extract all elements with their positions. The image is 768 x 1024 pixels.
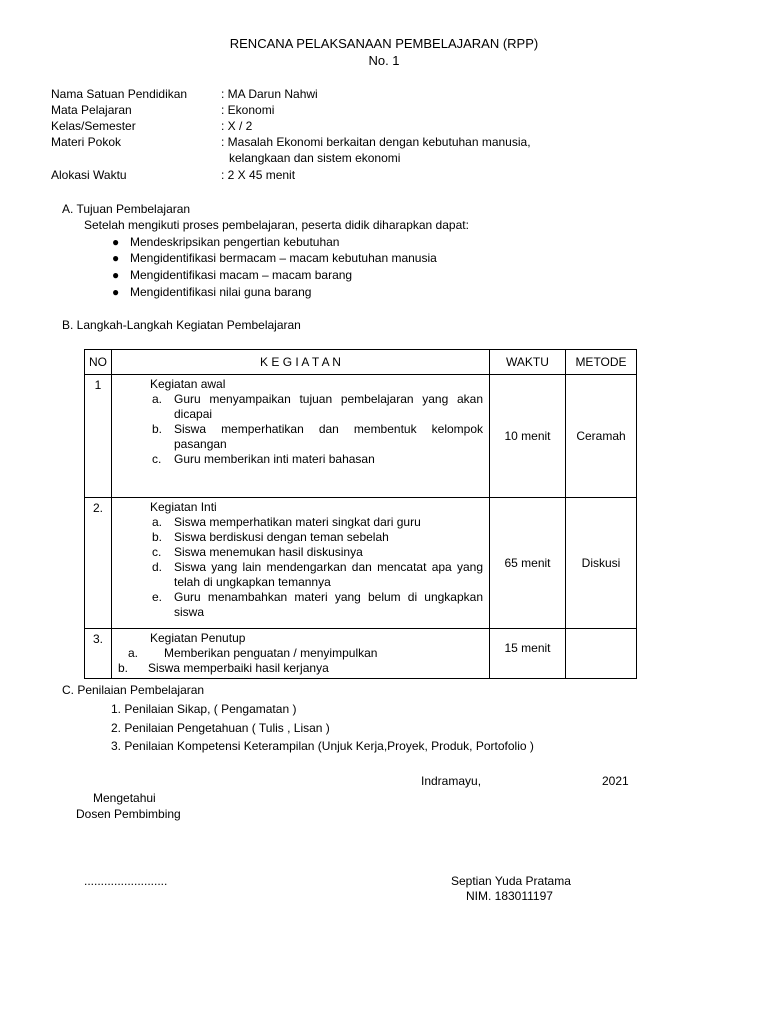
row-number: 3. <box>85 629 112 679</box>
method-cell: Ceramah <box>566 375 637 498</box>
bullet-icon: ● <box>112 235 120 249</box>
bullet-icon: ● <box>112 285 120 299</box>
activity-step: a. Siswa memperhatikan materi singkat dari guru <box>152 515 421 529</box>
objective-item: ● Mendeskripsikan pengertian kebutuhan <box>112 235 340 249</box>
identity-label: Nama Satuan Pendidikan <box>51 87 188 101</box>
bullet-icon: ● <box>112 251 120 265</box>
activity-title: Kegiatan awal <box>150 377 226 391</box>
supervisor-signature-line: ......................... <box>84 874 168 888</box>
identity-value: kelangkaan dan sistem ekonomi <box>229 151 401 165</box>
document-title: RENCANA PELAKSANAAN PEMBELAJARAN (RPP) <box>229 36 539 51</box>
table-row <box>85 498 637 629</box>
objective-item: ● Mengidentifikasi nilai guna barang <box>112 285 312 299</box>
signature-year: 2021 <box>602 774 629 788</box>
assessment-item: 2. Penilaian Pengetahuan ( Tulis , Lisan ) <box>111 721 330 735</box>
header-kegiatan: K E G I A T A N <box>112 350 490 375</box>
bullet-icon: ● <box>112 268 120 282</box>
activity-table <box>84 349 637 679</box>
document-number: No. 1 <box>368 53 400 68</box>
section-c-heading: C. Penilaian Pembelajaran <box>62 683 205 697</box>
activity-cell <box>112 629 490 679</box>
identity-label: Mata Pelajaran <box>51 103 132 117</box>
section-a-intro: Setelah mengikuti proses pembelajaran, peserta didik diharapkan dapat: <box>84 218 469 232</box>
activity-cell <box>112 375 490 498</box>
identity-value: : MA Darun Nahwi <box>221 87 318 101</box>
section-a-heading: A. Tujuan Pembelajaran <box>62 202 191 216</box>
identity-label: Kelas/Semester <box>51 119 136 133</box>
identity-label: Materi Pokok <box>51 135 122 149</box>
table-row <box>85 629 637 679</box>
table-row <box>85 375 637 498</box>
duration-cell: 10 menit <box>490 375 566 498</box>
objective-item: ● Mengidentifikasi bermacam – macam kebutuhan manusia <box>112 251 437 265</box>
author-nim: NIM. 183011197 <box>466 889 553 903</box>
activity-step: a. Memberikan penguatan / menyimpulkan <box>128 646 378 660</box>
objective-item: ● Mengidentifikasi macam – macam barang <box>112 268 353 282</box>
row-number: 1 <box>85 375 112 498</box>
activity-step: b. Siswa memperhatikan dan membentuk kelompok pasangan <box>152 422 483 451</box>
activity-step: b. Siswa berdiskusi dengan teman sebelah <box>152 530 389 544</box>
activity-step: e. Guru menambahkan materi yang belum di ungkapkan siswa <box>152 590 483 619</box>
header-metode: METODE <box>566 350 637 375</box>
activity-step: c. Guru memberikan inti materi bahasan <box>152 452 375 466</box>
identity-value: : 2 X 45 menit <box>221 168 296 182</box>
activity-step: a. Guru menyampaikan tujuan pembelajaran yang akan dicapai <box>152 392 483 421</box>
identity-value: : Ekonomi <box>221 103 275 117</box>
header-no: NO <box>85 350 112 375</box>
header-waktu: WAKTU <box>490 350 566 375</box>
section-b-heading: B. Langkah-Langkah Kegiatan Pembelajaran <box>62 318 301 332</box>
author-name: Septian Yuda Pratama <box>451 874 571 888</box>
supervisor-label: Dosen Pembimbing <box>76 807 181 821</box>
identity-value: : Masalah Ekonomi berkaitan dengan kebutuhan manusia, <box>221 135 531 149</box>
row-number: 2. <box>85 498 112 629</box>
activity-title: Kegiatan Penutup <box>150 631 246 645</box>
duration-cell: 65 menit <box>490 498 566 629</box>
activity-step: b. Siswa memperbaiki hasil kerjanya <box>118 661 329 675</box>
duration-cell: 15 menit <box>490 629 566 679</box>
identity-label: Alokasi Waktu <box>51 168 127 182</box>
activity-step: c. Siswa menemukan hasil diskusinya <box>152 545 363 559</box>
signature-place: Indramayu, <box>421 774 482 788</box>
activity-title: Kegiatan Inti <box>150 500 217 514</box>
table-header-row <box>85 350 637 375</box>
activity-cell <box>112 498 490 629</box>
method-cell: Diskusi <box>566 498 637 629</box>
identity-value: : X / 2 <box>221 119 253 133</box>
acknowledged-label: Mengetahui <box>93 791 156 805</box>
activity-step: d. Siswa yang lain mendengarkan dan mencatat apa yang telah di ungkapkan temannya <box>152 560 483 589</box>
assessment-item: 3. Penilaian Kompetensi Keterampilan (Unjuk Kerja,Proyek, Produk, Portofolio ) <box>111 739 534 753</box>
assessment-item: 1. Penilaian Sikap, ( Pengamatan ) <box>111 702 297 716</box>
method-cell <box>566 629 637 679</box>
